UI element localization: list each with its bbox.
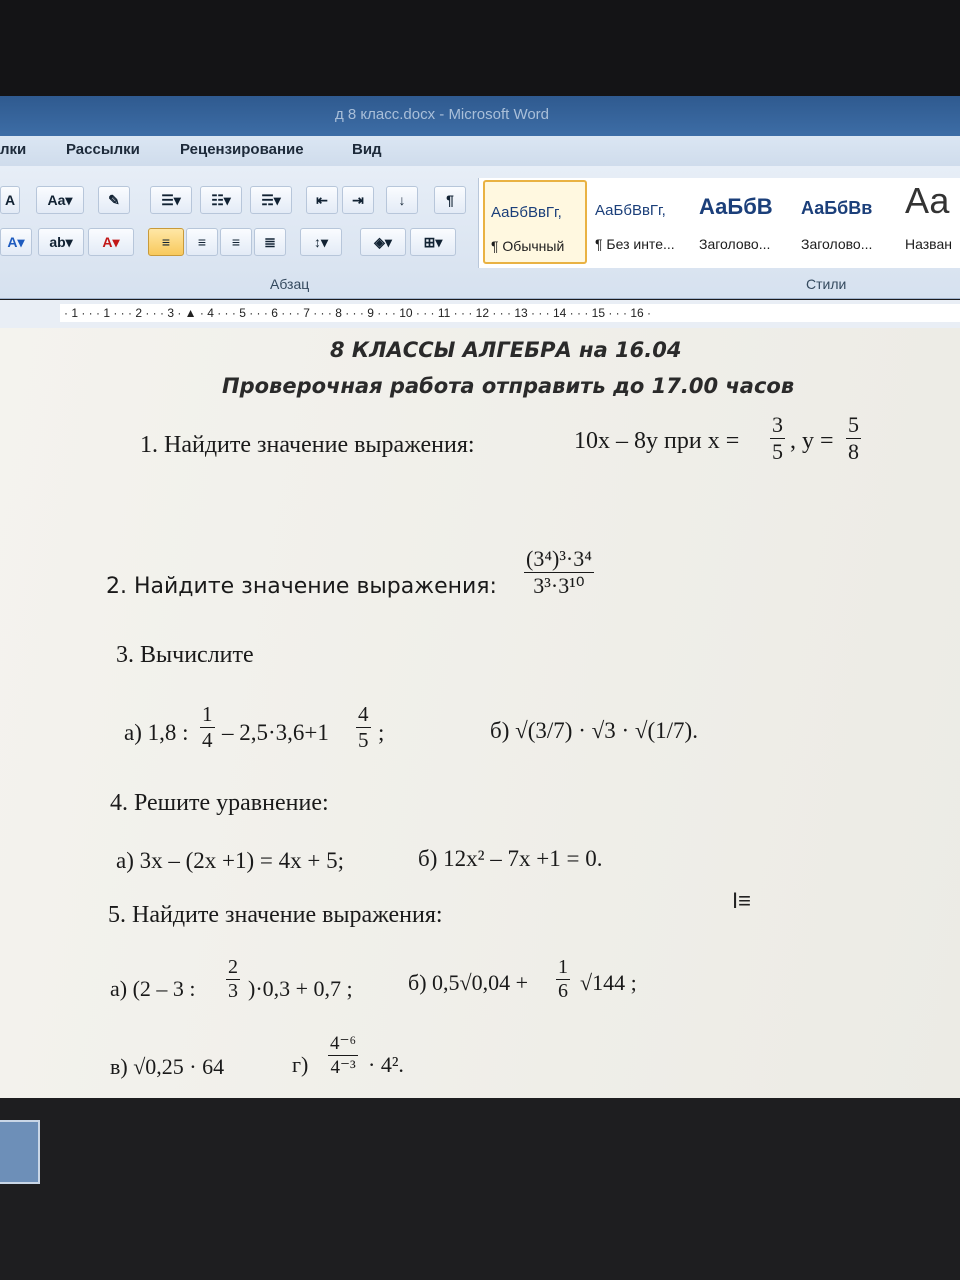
text-effects-icon[interactable]: A▾ <box>0 228 32 256</box>
fraction-numerator: 3 <box>772 412 783 437</box>
style-name: ¶ Обычный <box>491 238 565 254</box>
style-name: Заголово... <box>699 236 771 252</box>
style-normal[interactable] <box>483 180 587 264</box>
q5g-end: · 4². <box>368 1052 404 1077</box>
doc-heading: 8 КЛАССЫ АЛГЕБРА на 16.04 <box>330 338 682 362</box>
tab-insert-partial[interactable]: лки <box>0 141 27 158</box>
fraction-denominator: 4⁻³ <box>330 1057 356 1078</box>
grow-font-button[interactable]: A <box>0 186 20 214</box>
q1-expression: 10x – 8y при x = <box>574 428 740 454</box>
styles-gallery <box>478 178 960 268</box>
line-spacing-icon[interactable]: ↕▾ <box>300 228 342 256</box>
borders-icon[interactable]: ⊞▾ <box>410 228 456 256</box>
fraction-numerator: 5 <box>848 412 859 437</box>
q5a-start: а) (2 – 3 : <box>110 976 196 1001</box>
style-sample: АаБбВвГг, <box>491 204 562 221</box>
fraction-denominator: 6 <box>558 980 568 1002</box>
q3a-fraction-1 <box>200 702 215 753</box>
q4a-equation: а) 3x – (2x +1) = 4x + 5; <box>116 848 344 873</box>
style-name: Назван <box>905 236 952 252</box>
style-sample: АаБбВвГг, <box>595 202 666 219</box>
document-page[interactable] <box>0 328 960 1098</box>
increase-indent-icon[interactable]: ⇥ <box>342 186 374 214</box>
align-left-button[interactable]: ≡ <box>148 228 184 256</box>
q4-text: 4. Решите уравнение: <box>110 790 329 816</box>
style-name: ¶ Без инте... <box>595 236 675 252</box>
q5g-label: г) <box>292 1052 309 1077</box>
q2-fraction <box>524 546 594 599</box>
horizontal-ruler[interactable] <box>0 300 960 329</box>
fraction-numerator: 4 <box>358 702 369 726</box>
q3-text: 3. Вычислите <box>116 642 254 668</box>
q5a-end: )·0,3 + 0,7 ; <box>248 976 353 1001</box>
q3a-start: а) 1,8 : <box>124 720 189 745</box>
tab-mailings[interactable]: Рассылки <box>66 141 140 158</box>
text-cursor-icon: I≡ <box>732 888 751 913</box>
font-color-icon[interactable]: A▾ <box>88 228 134 256</box>
q3b-expression: б) √(3/7) · √3 · √(1/7). <box>490 718 698 743</box>
fraction-numerator: 4⁻⁶ <box>330 1033 357 1054</box>
style-heading-2[interactable] <box>795 180 895 260</box>
style-sample: АаБбВ <box>699 194 773 219</box>
q5v-expression: в) √0,25 · 64 <box>110 1054 225 1079</box>
fraction-denominator: 8 <box>848 439 859 464</box>
taskbar-word-icon[interactable] <box>0 1120 40 1184</box>
q1-fraction-x <box>770 412 785 465</box>
tab-review[interactable]: Рецензирование <box>180 141 304 158</box>
style-sample: АаБбВв <box>801 198 873 218</box>
bullets-button[interactable]: ☰▾ <box>150 186 192 214</box>
tab-view[interactable]: Вид <box>352 141 382 158</box>
justify-button[interactable]: ≣ <box>254 228 286 256</box>
fraction-denominator: 4 <box>202 728 213 752</box>
align-center-button[interactable]: ≡ <box>186 228 218 256</box>
align-right-button[interactable]: ≡ <box>220 228 252 256</box>
style-title[interactable] <box>899 180 960 260</box>
styles-group-label: Стили <box>806 276 847 292</box>
q3a-fraction-2 <box>356 702 371 753</box>
numbering-button[interactable]: ☷▾ <box>200 186 242 214</box>
highlight-icon[interactable]: ab▾ <box>38 228 84 256</box>
fraction-denominator: 3³·3¹⁰ <box>533 573 585 598</box>
q4b-equation: б) 12x² – 7x +1 = 0. <box>418 846 603 871</box>
q5b-fraction <box>556 956 570 1003</box>
q3a-end: ; <box>378 720 385 745</box>
paragraph-group-label: Абзац <box>270 276 310 292</box>
window-title: д 8 класс.docx - Microsoft Word <box>335 106 550 123</box>
style-name: Заголово... <box>801 236 873 252</box>
q5a-fraction <box>226 956 240 1003</box>
title-bar <box>0 96 960 136</box>
q1-text: 1. Найдите значение выражения: <box>140 432 475 458</box>
style-sample: Аа <box>905 180 950 221</box>
pilcrow-icon[interactable]: ¶ <box>434 186 466 214</box>
clear-format-icon[interactable]: ✎ <box>98 186 130 214</box>
fraction-numerator: 1 <box>558 956 568 978</box>
q3a-middle: – 2,5·3,6+1 <box>222 720 329 745</box>
fraction-denominator: 5 <box>358 728 369 752</box>
screen-bezel-bottom <box>0 1098 960 1280</box>
ruler-scale: · 1 · · · 1 · · · 2 · · · 3 · ▲ · 4 · · · 5 · · · 6 · · · 7 · · · 8 · · · 9 · · · 10 · · · 11 · · · 12 · · · 13 · · · 14 · · · 15 · · · 16 · <box>60 304 960 322</box>
ribbon-tabs <box>0 136 960 166</box>
fraction-numerator: 1 <box>202 702 213 726</box>
multilevel-list-button[interactable]: ☴▾ <box>250 186 292 214</box>
q2-text: 2. Найдите значение выражения: <box>106 574 497 599</box>
fraction-denominator: 3 <box>228 980 238 1002</box>
q5b-start: б) 0,5√0,04 + <box>408 970 529 995</box>
fraction-denominator: 5 <box>772 439 783 464</box>
q1-y-label: , y = <box>790 428 834 454</box>
style-heading-1[interactable] <box>693 180 793 260</box>
sort-icon[interactable]: ↓ <box>386 186 418 214</box>
doc-subheading: Проверочная работа отправить до 17.00 часов <box>222 374 795 398</box>
q5g-fraction <box>328 1032 358 1079</box>
fraction-numerator: 2 <box>228 956 238 978</box>
q5-text: 5. Найдите значение выражения: <box>108 902 443 928</box>
fraction-numerator: (3⁴)³·3⁴ <box>526 546 592 571</box>
screen-bezel-top <box>0 0 960 96</box>
shading-icon[interactable]: ◈▾ <box>360 228 406 256</box>
q5b-end: √144 ; <box>580 970 637 995</box>
q1-fraction-y <box>846 412 861 465</box>
style-no-spacing[interactable] <box>589 180 689 260</box>
decrease-indent-icon[interactable]: ⇤ <box>306 186 338 214</box>
change-case-button[interactable]: Aa▾ <box>36 186 84 214</box>
